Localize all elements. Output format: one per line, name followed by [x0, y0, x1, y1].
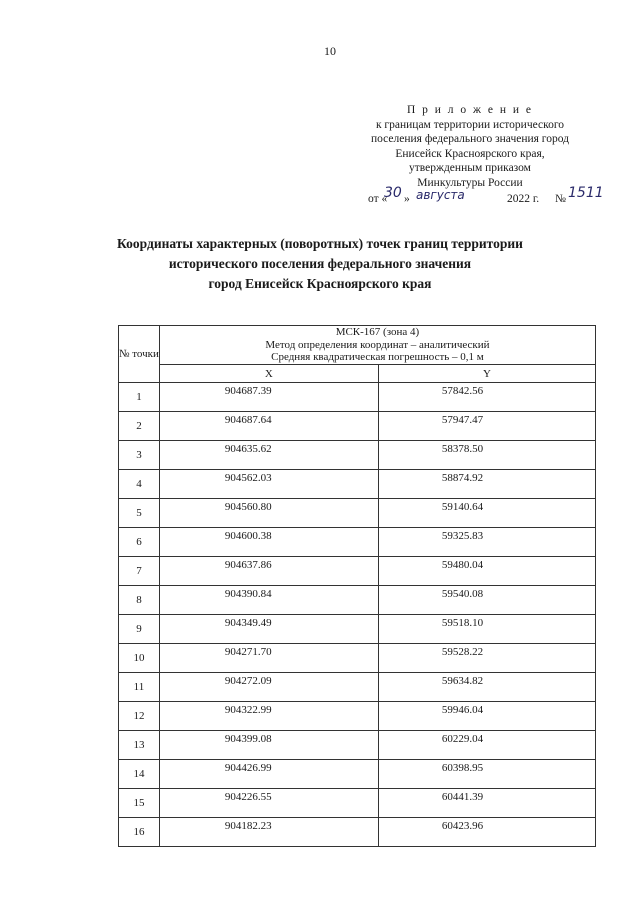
- table-row: [119, 499, 596, 528]
- x-value: 904426.99: [159, 760, 378, 789]
- order-from: от «: [368, 192, 388, 205]
- document-title: [40, 234, 600, 294]
- point-number: 15: [119, 789, 160, 818]
- table-row: [119, 441, 596, 470]
- y-value: 58874.92: [378, 470, 595, 499]
- point-number: 4: [119, 470, 160, 499]
- x-value: 904562.03: [159, 470, 378, 499]
- title-line: Координаты характерных (поворотных) точек границ территории: [117, 236, 523, 251]
- point-number: 13: [119, 731, 160, 760]
- table-row: [119, 412, 596, 441]
- point-number: 7: [119, 557, 160, 586]
- y-value: 59946.04: [378, 702, 595, 731]
- table-row: [119, 615, 596, 644]
- order-day-handwritten: 30: [384, 184, 402, 201]
- col-x-header: X: [159, 365, 378, 383]
- order-line: [340, 184, 604, 211]
- point-number: 10: [119, 644, 160, 673]
- y-value: 60441.39: [378, 789, 595, 818]
- y-value: 60423.96: [378, 818, 595, 847]
- table-row: [119, 731, 596, 760]
- x-value: 904637.86: [159, 557, 378, 586]
- x-value: 904635.62: [159, 441, 378, 470]
- point-number: 2: [119, 412, 160, 441]
- title-line: исторического поселения федерального значения: [168, 256, 472, 271]
- method-text: Метод определения координат – аналитический: [265, 338, 490, 351]
- table-row: [119, 557, 596, 586]
- x-value: 904272.09: [159, 673, 378, 702]
- table-row: [119, 383, 596, 412]
- x-value: 904226.55: [159, 789, 378, 818]
- table-header-row: [119, 326, 596, 365]
- table-subheader-row: [119, 365, 596, 383]
- order-number-label: №: [555, 192, 566, 205]
- table-body: [119, 383, 596, 847]
- table-row: [119, 702, 596, 731]
- x-value: 904687.39: [159, 383, 378, 412]
- table-row: [119, 470, 596, 499]
- system-name: МСК-167 (зона 4): [335, 326, 420, 339]
- page-number: 10: [324, 44, 336, 58]
- point-number: 11: [119, 673, 160, 702]
- x-value: 904390.84: [159, 586, 378, 615]
- point-number: 8: [119, 586, 160, 615]
- y-value: 59540.08: [378, 586, 595, 615]
- appendix-line: поселения федерального значения город: [370, 133, 569, 146]
- y-value: 60229.04: [378, 731, 595, 760]
- appendix-title: П р и л о ж е н и е: [406, 104, 534, 116]
- y-value: 58378.50: [378, 441, 595, 470]
- y-value: 57947.47: [378, 412, 595, 441]
- x-value: 904322.99: [159, 702, 378, 731]
- appendix-block: [340, 103, 604, 211]
- point-number: 16: [119, 818, 160, 847]
- x-value: 904271.70: [159, 644, 378, 673]
- x-value: 904560.80: [159, 499, 378, 528]
- x-value: 904182.23: [159, 818, 378, 847]
- y-value: 59325.83: [378, 528, 595, 557]
- point-number: 14: [119, 760, 160, 789]
- y-value: 59140.64: [378, 499, 595, 528]
- table-row: [119, 644, 596, 673]
- table-row: [119, 586, 596, 615]
- table-row: [119, 673, 596, 702]
- appendix-line: к границам территории исторического: [375, 118, 565, 131]
- order-close-quote: »: [404, 192, 410, 205]
- col-y-header: Y: [378, 365, 595, 383]
- order-month-handwritten: августа: [416, 187, 465, 202]
- point-number: 1: [119, 383, 160, 412]
- point-number: 12: [119, 702, 160, 731]
- point-number: 5: [119, 499, 160, 528]
- x-value: 904349.49: [159, 615, 378, 644]
- appendix-line: утвержденным приказом: [409, 162, 531, 175]
- table-row: [119, 818, 596, 847]
- coordinates-table: [118, 325, 596, 847]
- coordinate-system-header: [159, 326, 595, 365]
- point-number: 9: [119, 615, 160, 644]
- error-text: Средняя квадратическая погрешность – 0,1 м: [271, 351, 484, 364]
- table-row: [119, 528, 596, 557]
- order-year: 2022 г.: [507, 192, 540, 205]
- x-value: 904399.08: [159, 731, 378, 760]
- x-value: 904687.64: [159, 412, 378, 441]
- appendix-line: Енисейск Красноярского края,: [395, 147, 545, 160]
- y-value: 59480.04: [378, 557, 595, 586]
- y-value: 57842.56: [378, 383, 595, 412]
- y-value: 60398.95: [378, 760, 595, 789]
- x-value: 904600.38: [159, 528, 378, 557]
- point-number: 6: [119, 528, 160, 557]
- y-value: 59634.82: [378, 673, 595, 702]
- title-line: город Енисейск Красноярского края: [208, 276, 432, 291]
- appendix-line: Минкультуры России: [417, 176, 523, 189]
- order-number-handwritten: 1511: [568, 184, 604, 201]
- table-row: [119, 789, 596, 818]
- point-number: 3: [119, 441, 160, 470]
- y-value: 59528.22: [378, 644, 595, 673]
- col-point-header: № точки: [119, 326, 160, 383]
- table-row: [119, 760, 596, 789]
- y-value: 59518.10: [378, 615, 595, 644]
